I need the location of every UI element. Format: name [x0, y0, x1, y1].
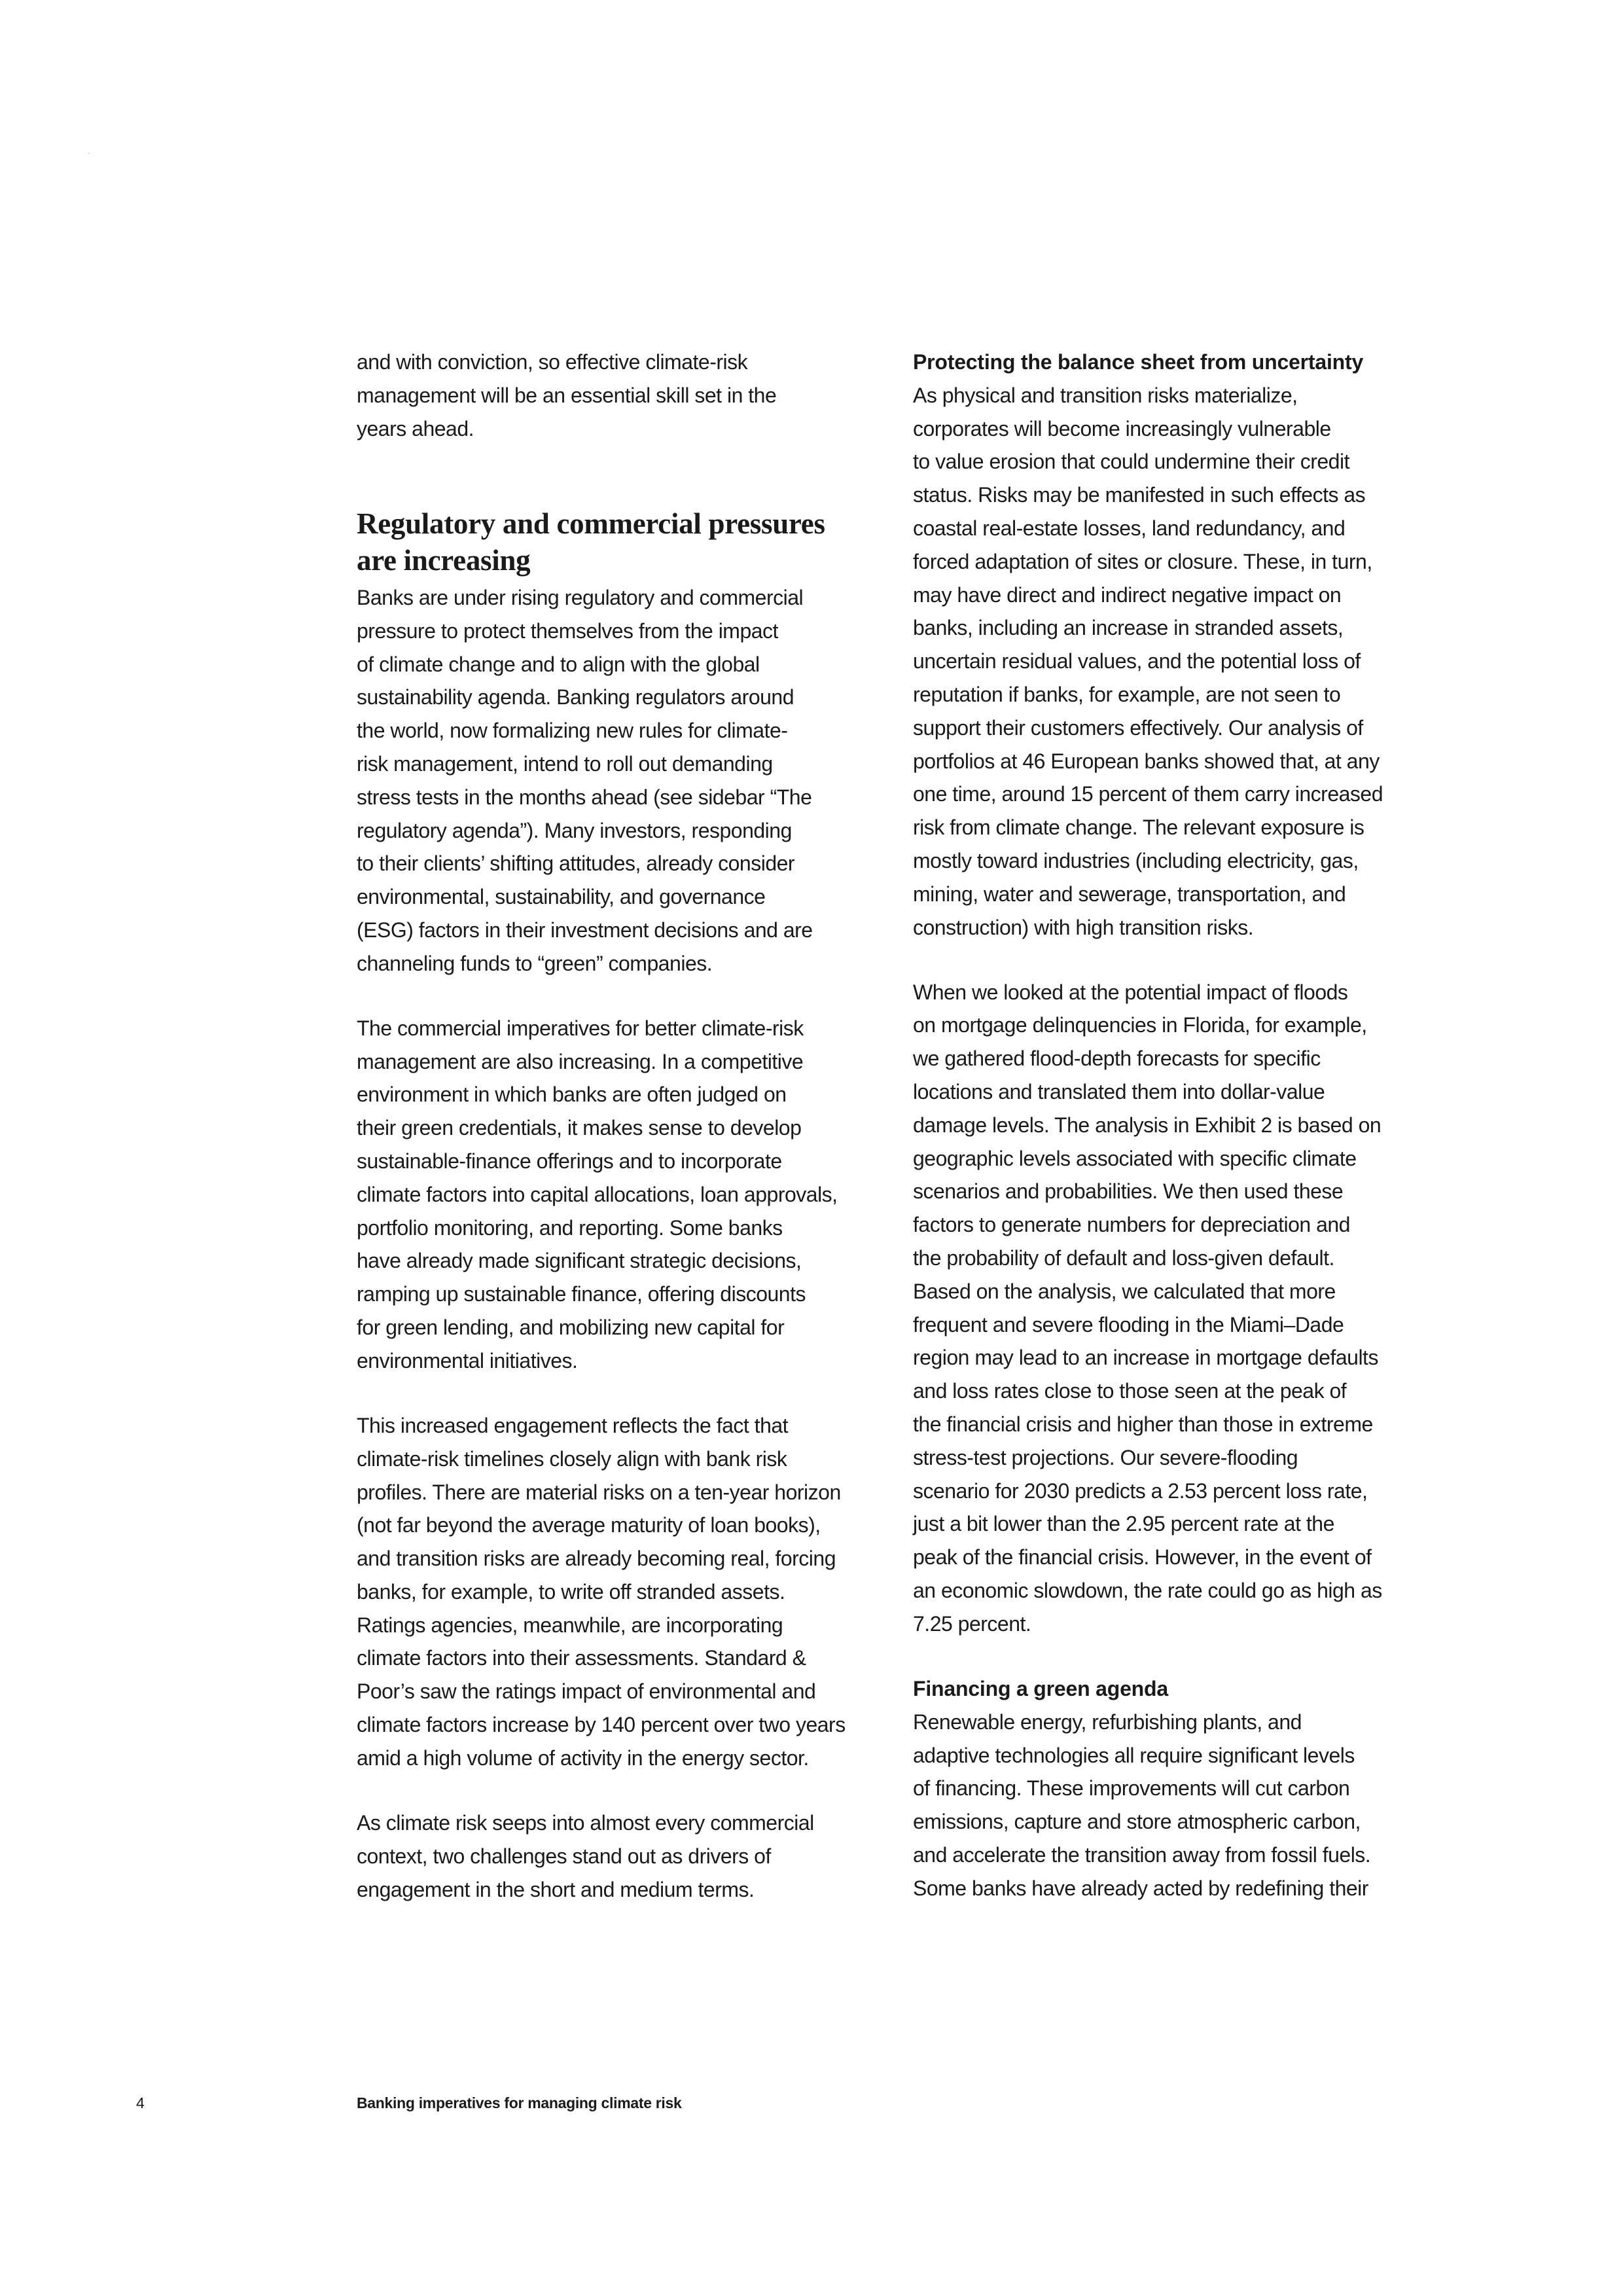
paragraph-line: The commercial imperatives for better climate-risk	[357, 1016, 804, 1040]
paragraph-line: frequent and severe flooding in the Miami–Dade	[913, 1312, 1344, 1336]
paragraph-line: 7.25 percent.	[913, 1611, 1031, 1636]
paragraph-line: ramping up sustainable finance, offering discounts	[357, 1282, 806, 1306]
paragraph-line: environment in which banks are often judged on	[357, 1083, 787, 1107]
paragraph-line: stress tests in the months ahead (see sidebar “The	[357, 785, 812, 809]
paragraph-line: profiles. There are material risks on a ten-year horizon	[357, 1480, 841, 1504]
paragraph-line: Poor’s saw the ratings impact of environmental and	[357, 1679, 816, 1704]
paragraph-line: coastal real-estate losses, land redundancy, and	[913, 516, 1346, 540]
paragraph-line: just a bit lower than the 2.95 percent rate at the	[913, 1512, 1334, 1536]
paragraph-line: Ratings agencies, meanwhile, are incorporating	[357, 1613, 783, 1637]
paragraph	[357, 1409, 846, 1775]
paragraph-line: geographic levels associated with specific climate	[913, 1146, 1357, 1170]
paragraph	[357, 346, 776, 445]
paragraph-line: an economic slowdown, the rate could go as high as	[913, 1579, 1382, 1602]
paragraph-line: stress-test projections. Our severe-flooding	[913, 1445, 1298, 1469]
paragraph-line: forced adaptation of sites or closure. These, in turn,	[913, 549, 1372, 573]
paragraph-line: reputation if banks, for example, are not seen to	[913, 682, 1341, 706]
paragraph-line: mostly toward industries (including electricity, gas,	[913, 848, 1359, 872]
paragraph-line: adaptive technologies all require significant levels	[913, 1743, 1355, 1767]
paragraph-line: channeling funds to “green” companies.	[357, 951, 713, 975]
paragraph-line: corporates will become increasingly vulnerable	[913, 416, 1331, 440]
paragraph-line: portfolio monitoring, and reporting. Some banks	[357, 1215, 783, 1240]
paragraph-line: construction) with high transition risks.	[913, 915, 1254, 939]
paragraph-line: years ahead.	[357, 416, 474, 440]
paragraph	[913, 379, 1383, 944]
paragraph-line: climate factors increase by 140 percent over two years	[357, 1713, 846, 1737]
paragraph-line: engagement in the short and medium terms.	[357, 1877, 755, 1901]
paragraph-line: and with conviction, so effective climate-risk	[357, 350, 748, 374]
paragraph-line: risk management, intend to roll out demanding	[357, 751, 773, 776]
paragraph-line: Banks are under rising regulatory and commercial	[357, 586, 804, 609]
paragraph-line: we gathered flood-depth forecasts for specific	[913, 1047, 1321, 1071]
paragraph-line: and accelerate the transition away from fossil fuels.	[913, 1842, 1371, 1867]
paragraph-line: climate factors into capital allocations, loan approvals,	[357, 1182, 838, 1206]
paragraph-line: risk from climate change. The relevant exposure is	[913, 816, 1364, 840]
paragraph-line: portfolios at 46 European banks showed that, at any	[913, 749, 1380, 773]
paragraph-line: scenario for 2030 predicts a 2.53 percent loss rate,	[913, 1479, 1368, 1503]
paragraph-line: pressure to protect themselves from the impact	[357, 619, 778, 643]
paragraph-line: (ESG) factors in their investment decisions and are	[357, 918, 813, 942]
paragraph-line: environmental initiatives.	[357, 1348, 578, 1372]
paragraph-line: Renewable energy, refurbishing plants, and	[913, 1710, 1302, 1734]
paragraph-line: the world, now formalizing new rules for climate-	[357, 719, 788, 743]
paragraph-line: climate factors into their assessments. Standard &	[357, 1646, 806, 1670]
paragraph-line: and transition risks are already becoming real, forcing	[357, 1547, 836, 1571]
section-heading-line: are increasing	[357, 544, 531, 577]
paragraph-line: (not far beyond the average maturity of loan books),	[357, 1513, 821, 1537]
paragraph-line: one time, around 15 percent of them carry increased	[913, 782, 1383, 806]
paragraph-line: When we looked at the potential impact of floods	[913, 980, 1348, 1004]
paragraph-line: locations and translated them into dollar-value	[913, 1080, 1325, 1104]
paragraph-line: Based on the analysis, we calculated that more	[913, 1279, 1336, 1303]
paragraph	[913, 1706, 1370, 1905]
paragraph-line: climate-risk timelines closely align with bank risk	[357, 1446, 787, 1471]
paragraph-line: scenarios and probabilities. We then used these	[913, 1179, 1344, 1204]
paragraph-line: emissions, capture and store atmospheric carbon,	[913, 1810, 1361, 1834]
paragraph-line: environmental, sustainability, and governance	[357, 885, 766, 909]
paragraph-line: Some banks have already acted by redefining their	[913, 1876, 1368, 1900]
paragraph-line: support their customers effectively. Our analysis of	[913, 715, 1363, 740]
paragraph	[357, 581, 813, 980]
paragraph-line: context, two challenges stand out as drivers of	[357, 1844, 771, 1868]
paragraph-line: sustainable-finance offerings and to incorporate	[357, 1149, 782, 1174]
paragraph-line: to their clients’ shifting attitudes, already consider	[357, 852, 795, 876]
paragraph-line: This increased engagement reflects the fact that	[357, 1413, 789, 1437]
paragraph-line: the probability of default and loss-given default.	[913, 1246, 1334, 1270]
footer-title: Banking imperatives for managing climate risk	[357, 2094, 682, 2111]
paragraph-line: of climate change and to align with the global	[357, 652, 760, 676]
subheading: Financing a green agenda	[913, 1676, 1168, 1700]
paragraph-line: status. Risks may be manifested in such effects as	[913, 483, 1366, 507]
paragraph	[357, 1012, 838, 1378]
paragraph-line: for green lending, and mobilizing new capital for	[357, 1316, 785, 1340]
paragraph-line: As physical and transition risks materialize,	[913, 383, 1298, 407]
paragraph-line: regulatory agenda”). Many investors, responding	[357, 818, 792, 842]
paragraph-line: As climate risk seeps into almost every commercial	[357, 1810, 814, 1835]
paragraph-line: mining, water and sewerage, transportation, and	[913, 882, 1346, 906]
paragraph-line: uncertain residual values, and the potential loss of	[913, 649, 1361, 673]
paragraph-line: peak of the financial crisis. However, in the event of	[913, 1545, 1372, 1570]
paragraph-line: sustainability agenda. Banking regulators around	[357, 685, 794, 709]
paragraph-line: to value erosion that could undermine their credit	[913, 450, 1349, 474]
paragraph-line: management will be an essential skill set in the	[357, 383, 777, 407]
paragraph-line: region may lead to an increase in mortgage defaults	[913, 1346, 1378, 1370]
paragraph-line: have already made significant strategic decisions,	[357, 1249, 802, 1273]
paragraph-line: amid a high volume of activity in the energy sector.	[357, 1746, 809, 1770]
paragraph-line: may have direct and indirect negative impact on	[913, 583, 1342, 607]
scan-speck	[88, 152, 90, 154]
paragraph	[357, 1806, 814, 1906]
paragraph-line: their green credentials, it makes sense to develop	[357, 1116, 802, 1140]
paragraph-line: the financial crisis and higher than those in extreme	[913, 1412, 1373, 1437]
paragraph-line: of financing. These improvements will cut carbon	[913, 1776, 1350, 1801]
paragraph-line: banks, including an increase in stranded assets,	[913, 616, 1344, 640]
paragraph-line: damage levels. The analysis in Exhibit 2 is based on	[913, 1113, 1382, 1137]
paragraph	[913, 976, 1382, 1641]
section-heading-line: Regulatory and commercial pressures	[357, 507, 825, 540]
paragraph-line: banks, for example, to write off stranded assets.	[357, 1579, 785, 1604]
paragraph-line: management are also increasing. In a competitive	[357, 1049, 804, 1073]
subheading: Protecting the balance sheet from uncertainty	[913, 350, 1364, 374]
paragraph-line: and loss rates close to those seen at the peak of	[913, 1379, 1347, 1403]
paragraph-line: on mortgage delinquencies in Florida, for example,	[913, 1013, 1367, 1037]
section-heading	[357, 505, 825, 579]
paragraph-line: factors to generate numbers for depreciation and	[913, 1213, 1350, 1237]
page-number: 4	[136, 2094, 145, 2111]
